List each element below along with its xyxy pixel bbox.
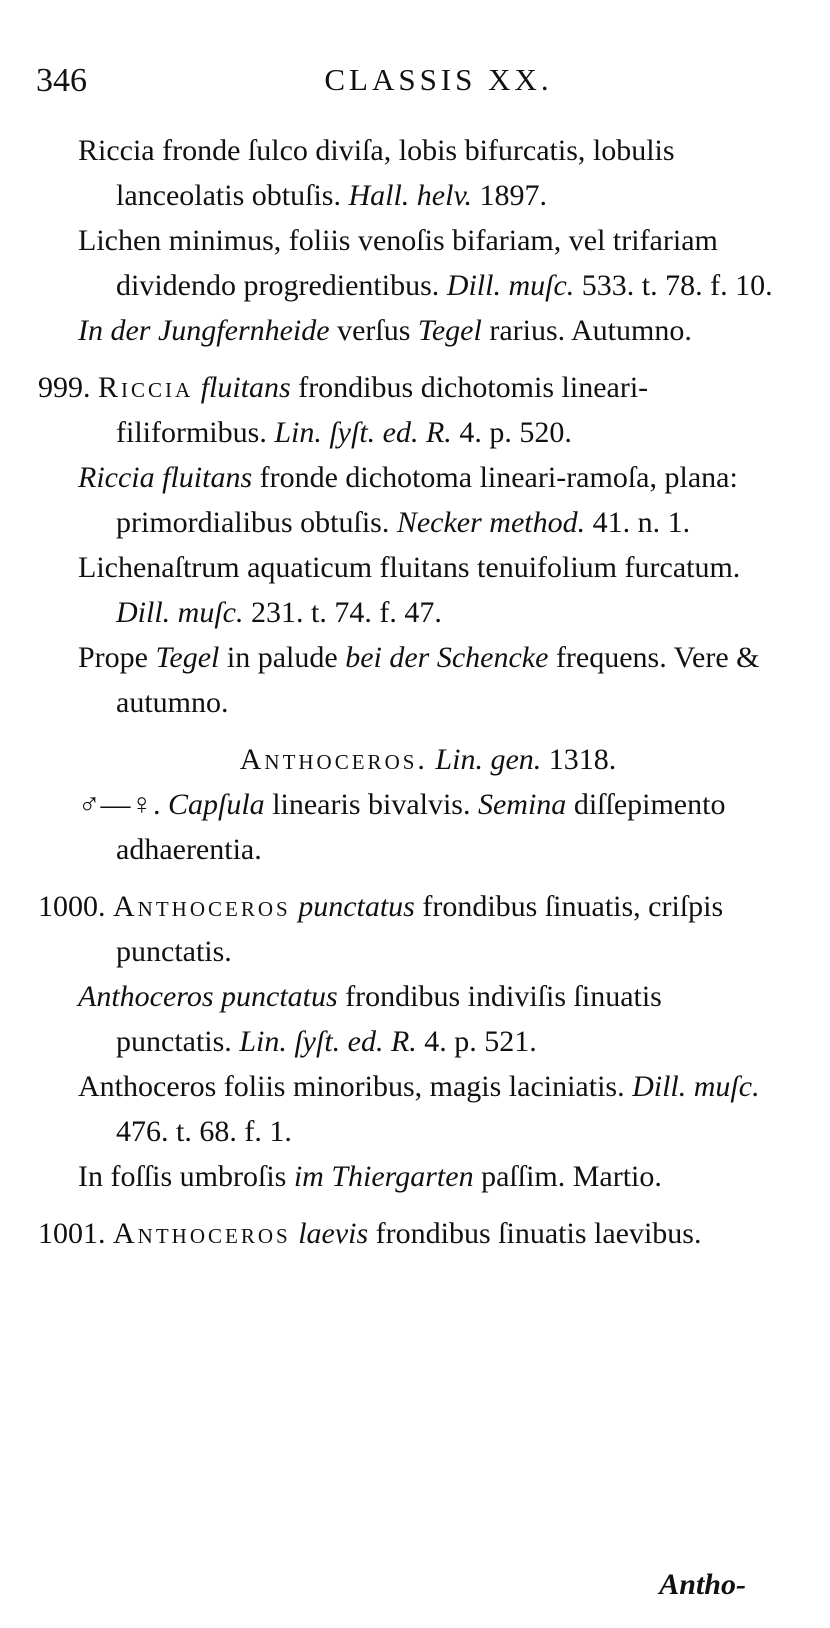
genus-name: Anthoceros bbox=[113, 1217, 291, 1250]
synonym-paragraph: Lichen minimus, foliis venoſis bifariam, vel trifariam dividendo progredientibus. Dill. muſc. 533. t. 78. f. 10. bbox=[78, 224, 773, 302]
habitat-paragraph: Prope Tegel in palude bei der Schencke frequens. Vere & autumno. bbox=[78, 641, 760, 719]
page-body bbox=[38, 128, 778, 1256]
page-header bbox=[36, 62, 796, 112]
species-entry-999: 999. Riccia fluitans frondibus dichotomis lineari-filiformibus. Lin. ſyſt. ed. R. 4. p. 520. bbox=[38, 371, 649, 449]
species-entry-1000: 1000. Anthoceros punctatus frondibus ſinuatis, criſpis punctatis. bbox=[38, 890, 724, 968]
page-number: 346 bbox=[36, 62, 87, 99]
genus-name: Riccia bbox=[98, 371, 194, 404]
male-female-symbol: ♂—♀. bbox=[78, 788, 161, 821]
synonym-paragraph: Lichenaſtrum aquaticum fluitans tenuifolium furcatum. Dill. muſc. 231. t. 74. f. 47. bbox=[78, 551, 741, 629]
entry-number: 1000. bbox=[38, 890, 106, 923]
synonym-paragraph: Riccia fronde ſulco diviſa, lobis bifurcatis, lobulis lanceolatis obtuſis. Hall. helv. 1897. bbox=[78, 134, 675, 212]
synonym-paragraph: Riccia fluitans fronde dichotoma lineari-ramoſa, plana: primordialibus obtuſis. Necker method. 41. n. 1. bbox=[78, 461, 738, 539]
species-name: fluitans bbox=[200, 371, 291, 404]
species-entry-1001: 1001. Anthoceros laevis frondibus ſinuatis laevibus. bbox=[38, 1217, 702, 1250]
entry-number: 1001. bbox=[38, 1217, 106, 1250]
running-head: CLASSIS XX. bbox=[324, 62, 553, 97]
genus-character: ♂—♀. Capſula linearis bivalvis. Semina diſſepimento adhaerentia. bbox=[38, 782, 778, 872]
genus-name: Anthoceros bbox=[113, 890, 291, 923]
species-name: laevis bbox=[298, 1217, 369, 1250]
species-name: punctatus bbox=[298, 890, 415, 923]
genus-heading: Anthoceros. Lin. gen. 1318. bbox=[239, 743, 617, 776]
habitat-paragraph: In der Jungfernheide verſus Tegel rarius. Autumno. bbox=[78, 314, 692, 347]
catchword: Antho- bbox=[659, 1568, 746, 1601]
synonym-paragraph: Anthoceros punctatus frondibus indiviſis ſinuatis punctatis. Lin. ſyſt. ed. R. 4. p. 521. bbox=[78, 980, 662, 1058]
synonym-paragraph: Anthoceros foliis minoribus, magis laciniatis. Dill. muſc. 476. t. 68. f. 1. bbox=[78, 1070, 760, 1148]
habitat-paragraph: In foſſis umbroſis im Thiergarten paſſim. Martio. bbox=[78, 1160, 662, 1193]
entry-number: 999. bbox=[38, 371, 91, 404]
